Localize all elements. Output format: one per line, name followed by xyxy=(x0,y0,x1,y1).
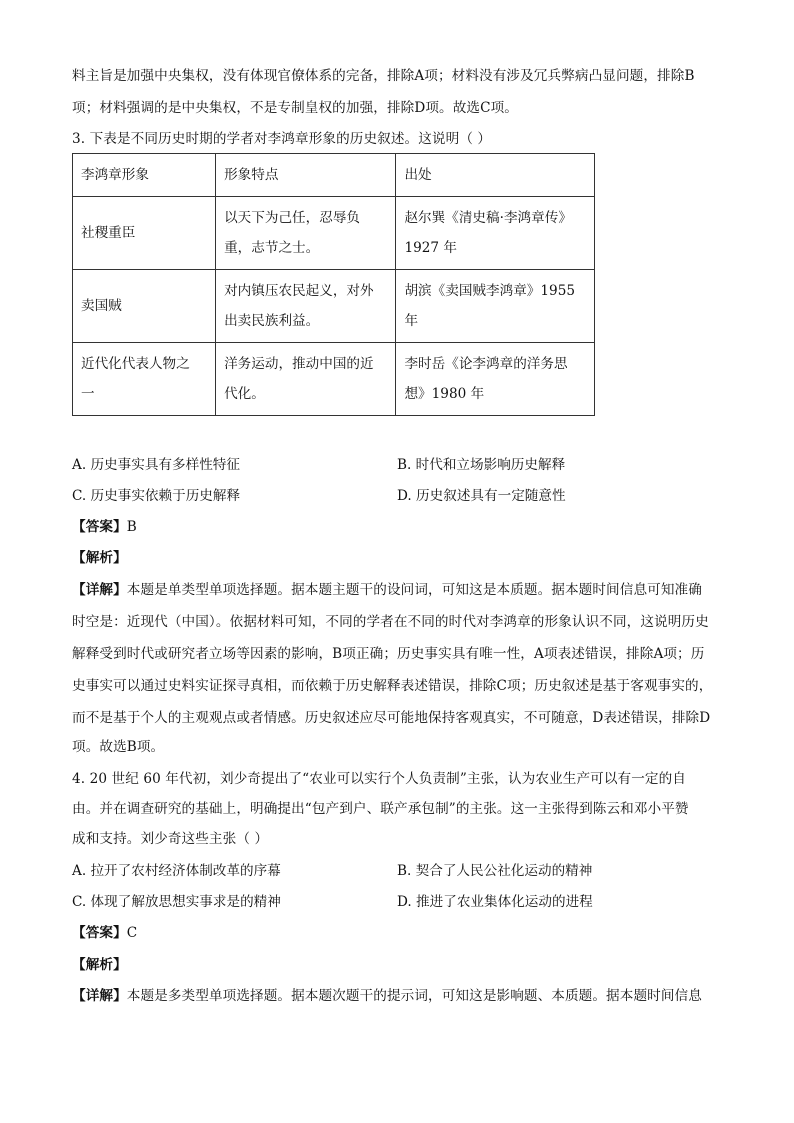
table-cell-source: 赵尔巽《清史稿·李鸿章传》 1927 年 xyxy=(396,197,595,270)
q3-option-c: C. 历史事实依赖于历史解释 xyxy=(72,488,241,504)
detail-tag: 【详解】 xyxy=(72,582,127,598)
detail-tag: 【详解】 xyxy=(72,988,127,1004)
q3-detail-line-2: 时空是：近现代（中国）。依据材料可知，不同的学者在不同的时代对李鸿章的形象认识不同，这说明历史 xyxy=(72,614,709,630)
table-cell-trait: 以天下为己任，忍辱负 重，志节之士。 xyxy=(216,197,396,270)
q3-detail-line-1: 【详解】本题是单类型单项选择题。据本题主题干的设问词，可知这是本质题。据本题时间信息可知准确 xyxy=(72,582,702,598)
q3-detail-line-5: 而不是基于个人的主观观点或者情感。历史叙述应尽可能地保持客观真实，不可随意，D表述错误，排除D xyxy=(72,710,711,726)
q3-option-b: B. 时代和立场影响历史解释 xyxy=(397,457,566,473)
answer-tag: 【答案】 xyxy=(72,925,127,941)
answer-tag: 【答案】 xyxy=(72,519,127,535)
question-3-stem: 3. 下表是不同历史时期的学者对李鸿章形象的历史叙述。这说明（ ） xyxy=(72,131,492,147)
table-row xyxy=(73,343,595,416)
table-cell-trait: 洋务运动，推动中国的近 代化。 xyxy=(216,343,396,416)
q4-option-b: B. 契合了人民公社化运动的精神 xyxy=(397,863,593,879)
continuation-line-1: 料主旨是加强中央集权，没有体现官僚体系的完备，排除A项；材料没有涉及冗兵弊病凸显问题，排除B xyxy=(72,68,695,84)
q3-detail-line-4: 史事实可以通过史料实证探寻真相，而依赖于历史解释表述错误，排除C项；历史叙述是基于客观事实的， xyxy=(72,678,713,694)
q3-analysis-tag: 【解析】 xyxy=(72,550,127,566)
continuation-line-2: 项；材料强调的是中央集权，不是专制皇权的加强，排除D项。故选C项。 xyxy=(72,100,519,116)
table-header-row xyxy=(73,154,595,197)
q3-answer xyxy=(72,517,732,537)
question-3-table xyxy=(72,153,595,416)
q3-option-a: A. 历史事实具有多样性特征 xyxy=(72,457,240,473)
q3-detail-line-3: 解释受到时代或研究者立场等因素的影响，B项正确；历史事实具有唯一性，A项表述错误，排除A项；历 xyxy=(72,646,705,662)
table-cell-source: 胡滨《卖国贼李鸿章》1955 年 xyxy=(396,270,595,343)
q4-answer xyxy=(72,923,732,943)
answer-value: B xyxy=(126,519,137,535)
question-4-stem-line-1: 4. 20 世纪 60 年代初，刘少奇提出了“农业可以实行个人负责制”主张，认为农业生产可以有一定的自 xyxy=(72,771,687,787)
q4-detail-line-1: 【详解】本题是多类型单项选择题。据本题次题干的提示词，可知这是影响题、本质题。据本题时间信息 xyxy=(72,988,702,1004)
table-cell-image: 社稷重臣 xyxy=(73,197,216,270)
table-row xyxy=(73,270,595,343)
table-cell-image: 卖国贼 xyxy=(73,270,216,343)
table-header-source: 出处 xyxy=(396,154,595,197)
question-4-stem-line-2: 由。并在调查研究的基础上，明确提出“包产到户、联产承包制”的主张。这一主张得到陈云和邓小平赞 xyxy=(72,801,689,817)
q3-option-d: D. 历史叙述具有一定随意性 xyxy=(397,488,566,504)
table-cell-source: 李时岳《论李鸿章的洋务思 想》1980 年 xyxy=(396,343,595,416)
q4-option-a: A. 拉开了农村经济体制改革的序幕 xyxy=(72,863,281,879)
table-header-image: 李鸿章形象 xyxy=(73,154,216,197)
answer-value: C xyxy=(126,925,138,941)
table-cell-trait: 对内镇压农民起义，对外 出卖民族利益。 xyxy=(216,270,396,343)
question-4-stem-line-3: 成和支持。刘少奇这些主张（ ） xyxy=(72,831,269,847)
q4-option-c: C. 体现了解放思想实事求是的精神 xyxy=(72,894,281,910)
q4-analysis-tag: 【解析】 xyxy=(72,957,127,973)
table-cell-image: 近代化代表人物之 一 xyxy=(73,343,216,416)
table-row xyxy=(73,197,595,270)
q3-detail-line-6: 项。故选B项。 xyxy=(72,739,165,755)
table-header-trait: 形象特点 xyxy=(216,154,396,197)
q4-option-d: D. 推进了农业集体化运动的进程 xyxy=(397,894,593,910)
